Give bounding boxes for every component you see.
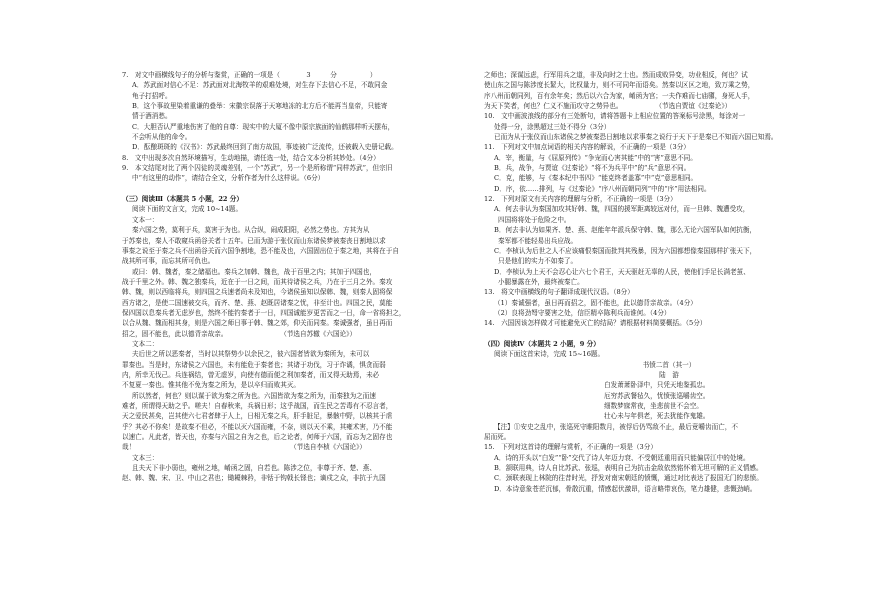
left-column-line: B．这个事故里染着重谦的叠举：宋徽宗误落于天寒地冻的北方后不能再当皇帝，只能寄 <box>132 102 388 111</box>
left-column-line: 不复夏一秦也。惟其他不免为秦之所为，是以卒归而败其灭。 <box>122 381 301 390</box>
left-column-line: 以速亡。凡此者，皆天也，亦秦与六国之自为之也，后之论者，何师于六国，而忘为之固存也 <box>122 433 393 442</box>
right-column-line: 阅读下面这首宋诗，完成 15~16题。 <box>494 350 605 359</box>
left-column-line: 秦六国之势，莫利于兵，莫害于为也。从合纵，闹成阳阳，必然之势也。方其为从 <box>132 226 370 235</box>
left-column-line: 于苏秦也，秦人不敢窥兵函谷关者十五年。已而为游于张仪而山东诸侯梦被秦丧日割地以求 <box>122 236 386 245</box>
left-column-line: 罪秦也。当是时，东诸侯之六国也，未有能危于秦者也；其诸于功伐，习于诈谲，惧贪而弱 <box>122 360 386 369</box>
right-column-line: B．何去非认为如果齐、楚、燕、赵能年年派兵保守韩、魏，那么无论六国军队如何抗衡， <box>494 226 756 235</box>
left-column-line: 夫后世之所以恶秦者，当时以其祭势少以余民之，彼六国者皆欲为秦所为，未可以 <box>132 350 370 359</box>
right-column-line: 14. 六国因该怎样做才可能避免灭亡的结局？请根据材料简要概括。（5分） <box>484 319 707 328</box>
left-column-line: 阅读下面的文言文，完成 10~14题。 <box>132 205 243 214</box>
left-column-line: 赵、韩、魏、宋、卫、中山之君也；锄耰棘矜，非铦于钩戟长铩也；谪戍之众，非抗于九国 <box>122 474 386 483</box>
right-column-line: C．李桢认为后世之人不应该痛恨秦国而批判其残暴，因为六国都想像秦国那样扩张天下， <box>494 246 757 255</box>
right-column-line: A．诗的开头以“白发”“卧”交代了诗人年迈力衰、不受朝廷重用而只能偏居江中的处境。 <box>494 453 750 462</box>
left-column-line: 且夫天下非小弱也，雍州之地，崤函之固，自若也。陈涉之位，非尊于齐、楚、燕、 <box>132 464 376 473</box>
left-column-line: A．苏武面对信心不足：苏武面对北海牧羊的艰难处境，对生存下去信心不足，不敢同金 <box>132 81 388 90</box>
left-column-line: 9. 本文结尾对比了两个囚徒的灵魂差别，一个“苏武”，另一个是所称谓“同样苏武”，但宗旧 <box>122 164 393 173</box>
right-column-line: 书愤二首（其一） <box>642 360 696 369</box>
left-column-line: 乎？其必不你矣！是故秦不但必，不能以灭六国而雍，不奈，则以天不乘，其雍术害，乃不能 <box>122 422 393 431</box>
left-column <box>122 70 492 484</box>
left-column-line: 所以然者，何也？则以谋于欲为秦之所为也。六国皆欲为秦之所为，而秦独为之而速 <box>132 391 376 400</box>
left-column-line: 哉！ （节选自李桢《六国论》） <box>122 443 366 452</box>
right-column-line: 13. 将文中画横线的句子翻译成现代汉语。（8分） <box>484 288 634 297</box>
right-column-line: （四）阅读Ⅳ（本题共 2 小题，9 分） <box>484 339 600 348</box>
right-column-line: B．兵，战争，与贾谊《过秦论》“将不为兵平中”的“兵”意思不同。 <box>494 164 691 173</box>
left-column-line: D．酝酿斑斑的《汉书》：苏武最终回到了南方故国，事迹被广泛流传，还被载入史册记载。 <box>132 143 398 152</box>
right-column-line: 四国将将处于危险之中。 <box>498 215 571 224</box>
right-column-line: 壮心未与年俱老，死去犹能作鬼雄。 <box>604 412 710 421</box>
right-column-line: 使山东之国与陈涉度长絜大，比权量力，则不可同年而语矣。然秦以区区之地，致万乘之势， <box>484 81 755 90</box>
left-column-line: 文本二： <box>132 339 159 348</box>
right-column-line: C．颈联表现上林院的往昔时光，抒发对南宋朝廷的愤慨，通过对比表达了报国无门的悲愤。 <box>494 474 763 483</box>
right-column-line: 12. 下列对原文有关内容的理解与分析，不正确的一项是（3分） <box>484 195 677 204</box>
left-column-line: 内，所幸无伐己。兵连祸结，曾无虚岁，向使有德而便之利加秦者，而又得天助焉，未必 <box>122 370 380 379</box>
right-column-line: A．宰，衡量，与《屈原列传》“争宠而心害其能”中的“害”意思不同。 <box>494 153 697 162</box>
right-column-line: 处得一分，涂黑超过三处不得分（3分） <box>494 122 611 131</box>
left-column-line: 文本三： <box>132 453 159 462</box>
right-column-line: 10. 文中画波浪线的部分有三处断句，请将答题卡上相应位置的答案标号涂黑，每涂对一 <box>484 112 746 121</box>
left-column-line: 招之，固不能也，此以德背亲故亲。 （节选自苏辙《六国论》） <box>122 329 357 338</box>
right-column-line: 陆 游 <box>659 370 679 379</box>
left-column-line: 或曰：韩、魏者，秦之储福也。秦兵之加韩、魏也，战于百里之内；其加于四国也， <box>132 267 376 276</box>
right-column <box>484 70 854 494</box>
right-column-line: 小腿暴露在外，最终被秦亡。 <box>498 277 584 286</box>
left-column-line: （三）阅读Ⅲ（本题共 5 小题，22 分） <box>122 195 243 204</box>
right-column-line: 11. 下列对文中加点词语的相关内容的解说，不正确的一项是（3分） <box>484 143 690 152</box>
right-column-line: （1）秦诚强者，虽日再而招之，固不能也，此以德背亲故亲。（4分） <box>494 298 697 307</box>
left-column-line: 中“有这里的动作”，请结合全文，分析作者为什么这样说。（6分） <box>132 174 325 183</box>
right-column-line: 厄穷苏武餐毡久，忧愤张巡嚼齿空。 <box>604 391 710 400</box>
right-column-line <box>484 329 854 339</box>
right-column-line: B．颔联用典，诗人自比苏武、张巡，表明自己为抗击金敌依然铭怀着无坦可解的正义情感。 <box>494 464 763 473</box>
left-column-line <box>122 184 492 194</box>
right-column-line: 15. 下列对这首诗的理解与赏析，不正确的一项是（3分） <box>484 443 657 452</box>
left-column-line: 战其所可事，而忘其所可仇也。 <box>122 257 215 266</box>
right-column-line: 【注】①安史之乱中，张巡死守睢阳数月，被俘后仍骂敌不止，最后竟嚼齿而亡，不 <box>494 422 738 431</box>
right-column-line: 序八州而朝同列，百有余年矣；然后以六合为家，崤函为宫；一夫作难而七庙隳，身死人手， <box>484 91 755 100</box>
right-column-line: 秦军都不能轻易出兵应战。 <box>498 236 578 245</box>
left-column-line: 龟子打招呼。 <box>132 91 172 100</box>
left-column-line: 韩、魏，则以西临将兵，则四国之兵速者尚未及知也，今诸侯虽知以保韩、魏，则秦人固将保 <box>122 288 393 297</box>
right-column-line: D．李桢认为上天不会忍心让六七个君王，天天驱赶无辜的人民，使他们手足长满老茧、 <box>494 267 750 276</box>
left-column-line: 西方诸之，是使二国速被交兵，而齐、楚、燕、赵既居诸秦之忧，非至计也。四国之民，莫能 <box>122 298 393 307</box>
right-column-line: 白发萧萧卧泽中，只凭天地鉴孤忠。 <box>604 381 710 390</box>
left-column-line: 情于酒消愁。 <box>132 112 172 121</box>
right-column-line: 只是他们的实力不如秦了。 <box>498 257 578 266</box>
left-column-line: 难者，所谓得天助之乎。嗟夫！自春秋来，兵祸日形；这乎战国，而生民之苦毒有不忍言者， <box>122 402 393 410</box>
right-column-line: 之师也；深谋远虑，行军用兵之道，非及向时之士也。然而成败异变，功业相反，何也？试 <box>484 71 748 79</box>
left-column-line: 8. 文中出现多次自然环境描写，生动地描，请任选一处，结合文本分析其妙处。（4分） <box>122 153 380 162</box>
right-column-line: D．序，依……排列，与《过秦论》“序八州而朝同列”中的“序”用法相同。 <box>494 184 711 193</box>
right-column-line: D．本诗意象苍茫沉郁，骨散沉重，情感起伏激昂，语言略带哀伤，笔力雄健，悲慨劲峭。 <box>494 484 757 493</box>
left-column-line: 保四国以息秦兵者无虑岁也，然终不能钓秦者于一日，四国诚能岁更苦而之一日，命一省将担之， <box>122 308 406 317</box>
right-column-line: （2）良将劲弩守要害之处，信臣精卒陈利兵而谁何。（4分） <box>494 308 671 317</box>
left-column-line: 7. 对文中画横线句子的分析与鉴赏，正确的一项是（ 3 分 ） <box>122 71 377 79</box>
right-column-line: A．何去非认为秦国加攻其好韩、魏，四国的援军距离较远对付，而一旦韩、魏遭受攻， <box>494 205 750 214</box>
right-column-line: 屈而死。 <box>484 433 511 442</box>
left-column-line: 事秦之说至于秦之兵不出函谷关而六国争割地，恐不能及也，六国固出位于秦之地，其将在于自 <box>122 246 399 255</box>
left-column-line: 文本一： <box>132 215 159 224</box>
left-column-line: 以合从魏、魏而相其身，则是六国之师日事于韩、魏之郊，仰关而同秦。秦诚强者，虽日再而 <box>122 319 393 328</box>
left-column-line: 天之爱民甚矣，岂其使六七君者肆于人上，日相无秦之兵，肝手脏足，暴骸中野，以核其于虐 <box>122 412 393 421</box>
left-column-line: 战于千里之外。韩、魏之独秦兵，近在于一日之间，而其待诸侯之兵，乃在于三月之外。秦攻 <box>122 277 393 286</box>
right-column-line: 为天下笑者，何也？仁义不施而攻守之势异也。 （节选自贾谊《过秦论》） <box>484 102 732 111</box>
right-column-line: C．克，能够，与《秦本纪中书四》“能克终者盖寡”中“克”意思相同。 <box>494 174 698 183</box>
right-column-line: 已而为从于张仪而山东诸侯之梦被秦恐日割地以求事秦之说行于天下于是秦已不知而六国已知焉。 <box>494 133 778 142</box>
left-column-line: C．大胆否认严重地伤害了他的自尊：现实中的大厦不像中原宗族面的仙鹤那样听天摆布， <box>132 122 395 131</box>
left-column-line: 不会听从他的命令。 <box>132 133 192 142</box>
right-column-line: 细数梦寐常夜，坐悲前世不会空。 <box>604 402 703 410</box>
